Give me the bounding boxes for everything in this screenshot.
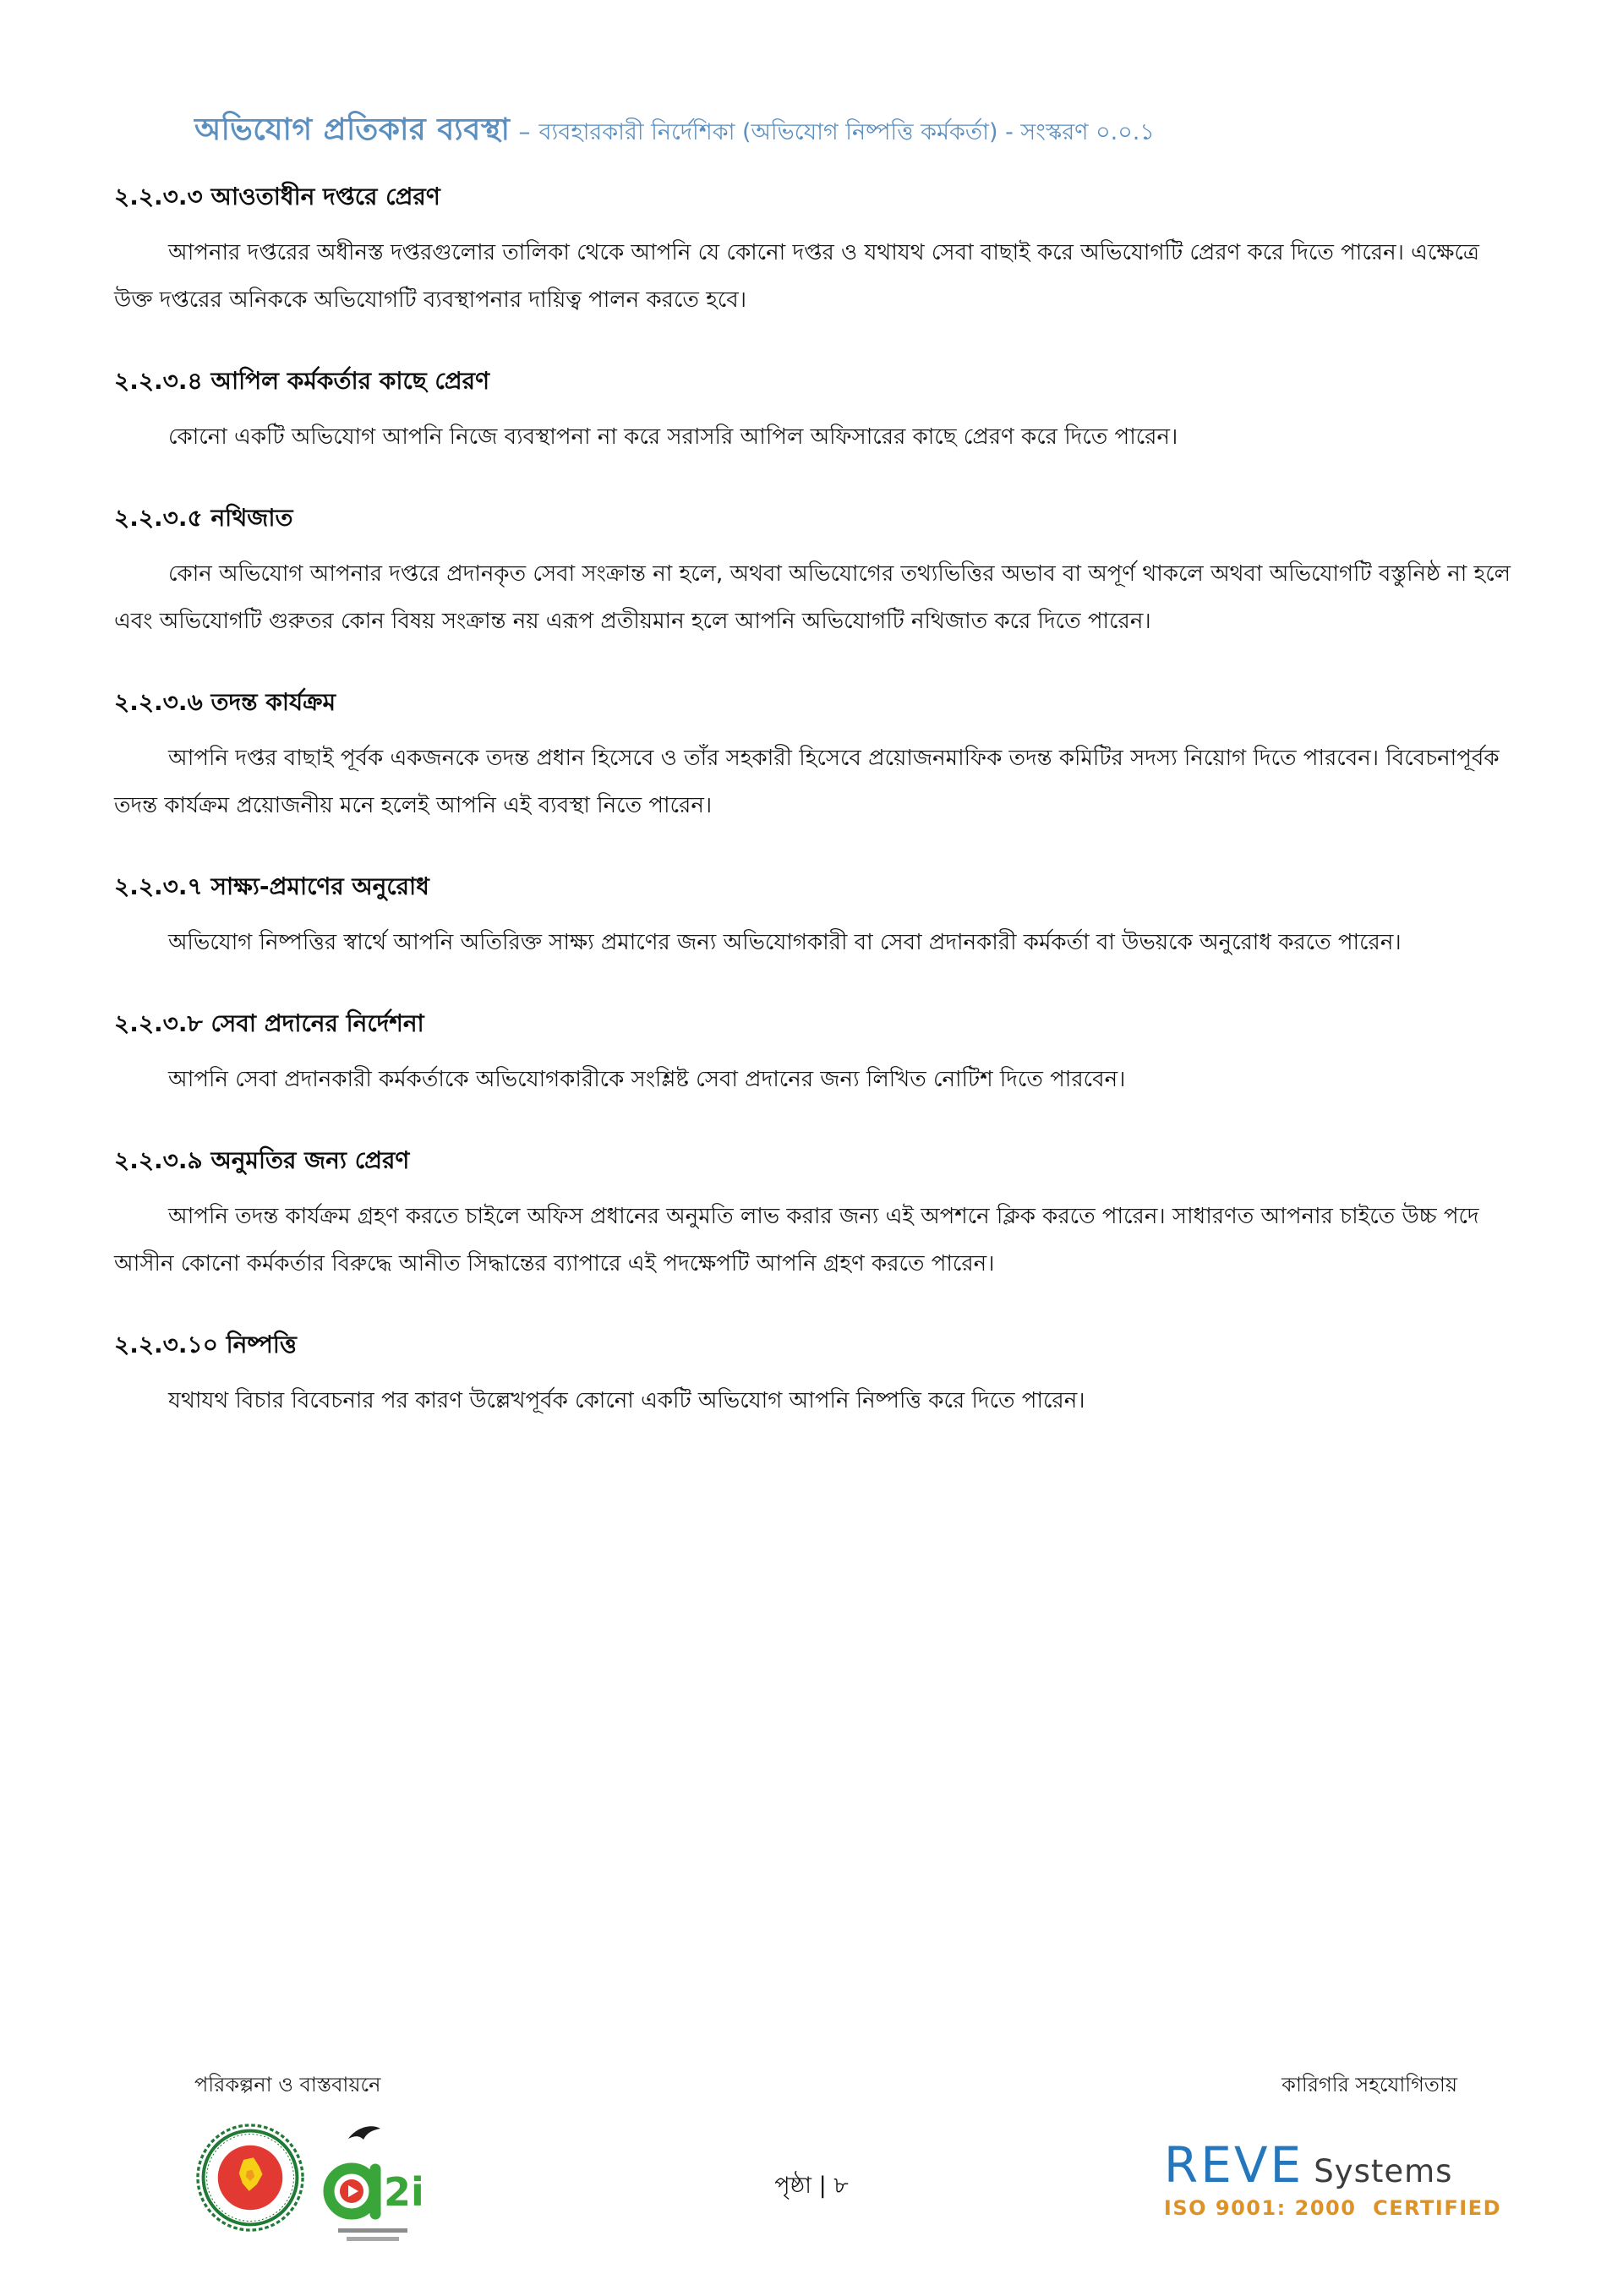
section-2-2-3-10 bbox=[114, 1328, 1513, 1424]
section-heading: ২.২.৩.৮ সেবা প্রদানের নির্দেশনা bbox=[114, 1009, 424, 1037]
section-paragraph: আপনি দপ্তর বাছাই পূর্বক একজনকে তদন্ত প্রধান হিসেবে ও তাঁর সহকারী হিসেবে প্রয়োজনমাফিক তদন্ত কমিটির সদস্য নিয়োগ দিতে পারবেন। বিবেচনাপূর্বক তদন্ত কার্যক্রম প্রয়োজনীয় মনে হলেই আপনি এই ব্যবস্থা নিতে পারেন। bbox=[114, 746, 1500, 818]
section-heading: ২.২.৩.১০ নিষ্পত্তি bbox=[114, 1331, 297, 1358]
technical-support-label: কারিগরি সহযোগিতায় bbox=[1281, 2073, 1457, 2096]
section-heading: ২.২.৩.৯ অনুমতির জন্য প্রেরণ bbox=[114, 1146, 410, 1174]
section-heading: ২.২.৩.৫ নথিজাত bbox=[114, 504, 293, 532]
document-header bbox=[194, 107, 1505, 157]
section-paragraph: যথাযথ বিচার বিবেচনার পর কারণ উল্লেখপূর্বক কোনো একটি অভিযোগ আপনি নিষ্পত্তি করে দিতে পারেন। bbox=[168, 1388, 1085, 1413]
document-subtitle: ব্যবহারকারী নির্দেশিকা (অভিযোগ নিষ্পত্তি কর্মকর্তা) - সংস্করণ ০.০.১ bbox=[538, 119, 1155, 145]
section-2-2-3-8 bbox=[114, 1007, 1513, 1103]
section-2-2-3-5 bbox=[114, 501, 1513, 645]
footer-left-block bbox=[194, 2069, 424, 2249]
document-title: অভিযোগ প্রতিকার ব্যবস্থা bbox=[194, 112, 511, 147]
section-2-2-3-4 bbox=[114, 364, 1513, 461]
title-separator: – bbox=[518, 118, 531, 145]
section-heading: ২.২.৩.৬ তদন্ত কার্যক্রম bbox=[114, 688, 336, 716]
reve-name-text: REVE bbox=[1163, 2136, 1304, 2194]
a2i-text: 2i bbox=[384, 2169, 424, 2215]
section-paragraph: কোন অভিযোগ আপনার দপ্তরে প্রদানকৃত সেবা সংক্রান্ত না হলে, অথবা অভিযোগের তথ্যভিত্তির অভাব বা অপূর্ণ থাকলে অথবা অভিযোগটি বস্তুনিষ্ঠ না হলে এবং অভিযোগটি গুরুতর কোন বিষয় সংক্রান্ত নয় এরূপ প্রতীয়মান হলে আপনি অভিযোগটি নথিজাত করে দিতে পারেন। bbox=[114, 561, 1511, 634]
section-2-2-3-9 bbox=[114, 1144, 1513, 1287]
section-2-2-3-3 bbox=[114, 180, 1513, 324]
reve-systems-logo bbox=[1163, 2136, 1501, 2220]
section-paragraph: আপনি সেবা প্রদানকারী কর্মকর্তাকে অভিযোগকারীকে সংশ্লিষ্ট সেবা প্রদানের জন্য লিখিত নোটিশ দিতে পারবেন। bbox=[168, 1067, 1126, 1092]
planning-implementation-label: পরিকল্পনা ও বাস্তবায়নে bbox=[194, 2073, 381, 2096]
reve-suffix-text: Systems bbox=[1314, 2153, 1453, 2189]
bird-silhouette-icon bbox=[348, 2126, 380, 2140]
section-heading: ২.২.৩.৭ সাক্ষ্য-প্রমাণের অনুরোধ bbox=[114, 872, 429, 900]
section-2-2-3-6 bbox=[114, 686, 1513, 829]
section-paragraph: কোনো একটি অভিযোগ আপনি নিজে ব্যবস্থাপনা না করে সরাসরি আপিল অফিসারের কাছে প্রেরণ করে দিতে পারেন। bbox=[168, 424, 1178, 450]
section-heading: ২.২.৩.৪ আপিল কর্মকর্তার কাছে প্রেরণ bbox=[114, 367, 490, 395]
document-body bbox=[114, 180, 1513, 1465]
a2i-logo-icon bbox=[320, 2122, 424, 2249]
section-paragraph: আপনি তদন্ত কার্যক্রম গ্রহণ করতে চাইলে অফিস প্রধানের অনুমতি লাভ করার জন্য এই অপশনে ক্লিক করতে পারেন। সাধারণত আপনার চাইতে উচ্চ পদে আসীন কোনো কর্মকর্তার বিরুদ্ধে আনীত সিদ্ধান্তের ব্যাপারে এই পদক্ষেপটি আপনি গ্রহণ করতে পারেন। bbox=[114, 1204, 1479, 1276]
section-heading: ২.২.৩.৩ আওতাধীন দপ্তরে প্রেরণ bbox=[114, 183, 440, 210]
section-2-2-3-7 bbox=[114, 870, 1513, 966]
section-paragraph: আপনার দপ্তরের অধীনস্ত দপ্তরগুলোর তালিকা থেকে আপনি যে কোনো দপ্তর ও যথাযথ সেবা বাছাই করে অভিযোগটি প্রেরণ করে দিতে পারেন। এক্ষেত্রে উক্ত দপ্তরের অনিককে অভিযোগটি ব্যবস্থাপনার দায়িত্ব পালন করতে হবে। bbox=[114, 240, 1480, 313]
footer-logo-row bbox=[194, 2122, 424, 2249]
iso-certification-text: ISO 9001: 2000 CERTIFIED bbox=[1163, 2196, 1501, 2220]
page-number: পৃষ্ঠা | ৮ bbox=[774, 2173, 849, 2199]
govt-of-bangladesh-seal-icon bbox=[194, 2122, 306, 2233]
reve-logo-wordmark bbox=[1163, 2136, 1501, 2194]
section-paragraph: অভিযোগ নিষ্পত্তির স্বার্থে আপনি অতিরিক্ত সাক্ষ্য প্রমাণের জন্য অভিযোগকারী বা সেবা প্রদানকারী কর্মকর্তা বা উভয়কে অনুরোধ করতে পারেন। bbox=[168, 930, 1402, 955]
